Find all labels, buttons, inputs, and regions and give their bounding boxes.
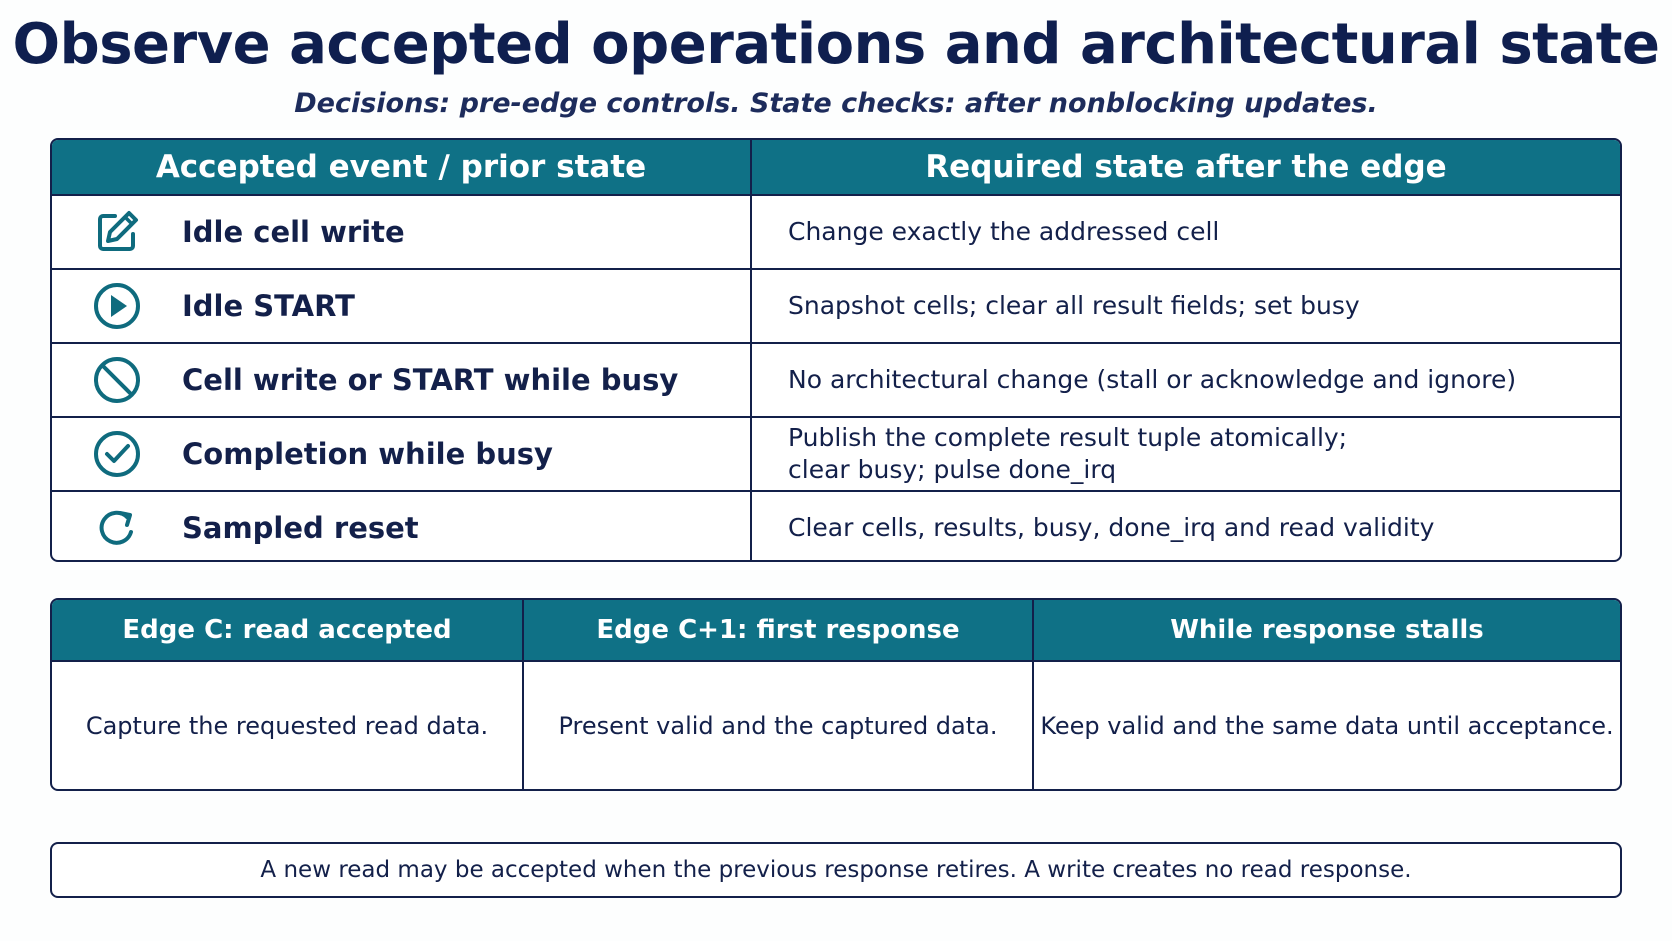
prohibited-icon [52, 344, 182, 416]
edge-table-body [52, 662, 1620, 789]
event-label: Cell write or START while busy [182, 363, 679, 397]
edge-table [50, 598, 1622, 791]
page-title: Observe accepted operations and architectural state [12, 12, 1660, 77]
event-cell [52, 492, 752, 562]
state-cell [752, 196, 1620, 268]
header-edge-c: Edge C: read accepted [52, 600, 524, 660]
event-label: Completion while busy [182, 437, 553, 471]
header-edge-c-plus-1: Edge C+1: first response [524, 600, 1034, 660]
state-table-header [52, 140, 1620, 196]
state-cell [752, 270, 1620, 342]
page-subtitle: Decisions: pre-edge controls. State checks: after nonblocking updates. [294, 88, 1378, 119]
edge-c-plus-1-cell: Present valid and the captured data. [524, 662, 1034, 789]
event-label: Idle cell write [182, 215, 405, 249]
state-table [50, 138, 1622, 562]
state-text-block [788, 422, 1347, 486]
table-row [52, 492, 1620, 562]
state-text: Change exactly the addressed cell [788, 217, 1220, 246]
edge-table-header [52, 600, 1620, 662]
footnote-box: A new read may be accepted when the previous response retires. A write creates no read response. [50, 842, 1622, 898]
state-cell [752, 418, 1620, 490]
header-response-stalls: While response stalls [1170, 615, 1484, 645]
refresh-icon [52, 492, 182, 562]
table-row [52, 270, 1620, 344]
event-label: Sampled reset [182, 511, 419, 545]
state-text-line-2: clear busy; pulse done_irq [788, 455, 1117, 484]
play-icon [52, 270, 182, 342]
state-text: Snapshot cells; clear all result fields; set busy [788, 291, 1360, 320]
event-cell [52, 344, 752, 416]
event-cell [52, 418, 752, 490]
edit-icon [52, 196, 182, 268]
event-cell [52, 196, 752, 268]
state-text: No architectural change (stall or acknowledge and ignore) [788, 365, 1517, 394]
header-accepted-event: Accepted event / prior state [52, 140, 752, 194]
table-row [52, 418, 1620, 492]
event-cell [52, 270, 752, 342]
edge-c-cell: Capture the requested read data. [52, 662, 524, 789]
state-cell [752, 344, 1620, 416]
state-text-line-1: Publish the complete result tuple atomically; [788, 423, 1348, 452]
table-row [52, 196, 1620, 270]
event-label: Idle START [182, 289, 355, 323]
table-row [52, 344, 1620, 418]
response-stalls-cell: Keep valid and the same data until acceptance. [1040, 711, 1614, 740]
header-required-state: Required state after the edge [925, 149, 1447, 185]
state-text: Clear cells, results, busy, done_irq and read validity [788, 513, 1435, 542]
state-cell [752, 492, 1620, 562]
check-circle-icon [52, 418, 182, 490]
